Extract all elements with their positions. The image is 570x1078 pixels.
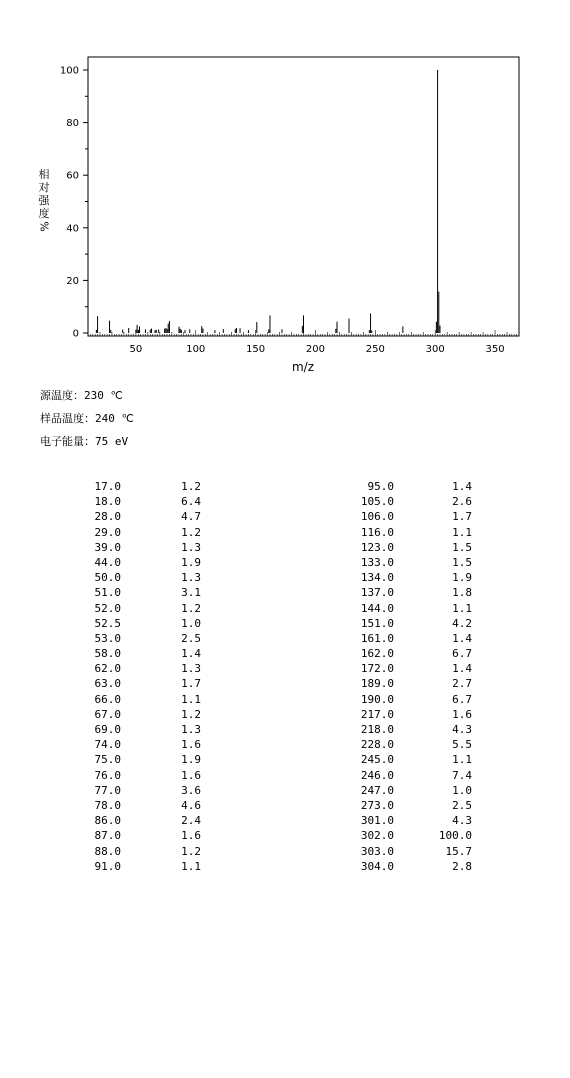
x-tick-label: 200 [305,344,326,355]
peak-mz: 172.0 [360,662,394,676]
peak-mz: 151.0 [360,616,394,630]
peak-table-row [88,722,201,737]
peak-mz: 75.0 [94,753,121,767]
peak-intensity: 4.6 [181,798,201,812]
peak-intensity: 1.2 [181,844,201,858]
instrument-conditions [40,384,134,453]
peak-table-row [88,661,201,676]
peak-table-row [88,828,201,843]
peak-intensity: 1.1 [452,525,472,539]
peak-mz: 217.0 [360,707,394,721]
peak-mz: 247.0 [360,783,394,797]
peak-mz: 50.0 [94,571,121,585]
peak-intensity: 3.1 [181,586,201,600]
peak-intensity: 1.0 [452,783,472,797]
peak-table-row [88,540,201,555]
y-axis-ticks [60,66,88,340]
peak-mz: 51.0 [94,586,121,600]
peak-table-row [345,540,472,555]
condition-value: 75 eV [95,435,129,448]
peak-table-row [345,844,472,859]
peak-intensity: 1.1 [452,753,472,767]
peak-mz: 69.0 [94,723,121,736]
peak-table-row [345,828,472,843]
x-axis-label: m/z [291,360,315,374]
peak-intensity: 7.4 [452,768,472,782]
peak-mz: 273.0 [360,798,394,812]
y-axis-label-char: 强 [38,194,50,207]
peak-intensity: 2.7 [452,677,472,691]
peak-mz: 301.0 [360,814,394,828]
peak-intensity: 2.5 [181,631,201,645]
x-tick-label: 150 [246,344,266,355]
peak-mz: 161.0 [360,631,394,645]
mass-spectrum-chart [0,0,570,380]
peak-intensity: 1.7 [181,677,201,691]
peak-table-row [345,783,472,798]
y-tick-label: 100 [59,65,79,77]
peak-intensity: 1.3 [181,540,201,554]
peak-mz: 29.0 [94,525,121,539]
peak-table-row [345,707,472,722]
peak-table-row [88,752,201,767]
peak-mz: 62.0 [94,662,121,676]
y-axis-label-unit: % [37,221,51,232]
peak-table-row [88,631,201,646]
condition-value: 230 ℃ [84,389,123,402]
y-axis-label-char: 度 [38,207,50,220]
peak-table-row [345,798,472,813]
peak-mz: 74.0 [94,738,121,752]
peak-mz: 246.0 [360,768,394,782]
peak-mz: 66.0 [94,692,121,706]
peak-mz: 218.0 [360,723,394,736]
x-axis-ticks [88,330,517,355]
peak-table-row [88,859,201,874]
spectrum-peaks [96,70,440,333]
peak-intensity: 1.2 [181,601,201,615]
peak-table-row [88,616,201,631]
peak-intensity: 1.6 [181,829,201,843]
peak-intensity: 1.6 [181,768,201,782]
peak-mz: 87.0 [94,829,121,843]
peak-mz: 303.0 [360,844,394,858]
peak-table-row [345,737,472,752]
peak-mz: 228.0 [360,738,394,752]
peak-intensity: 1.9 [181,753,201,767]
peak-table-row [88,509,201,524]
peak-intensity: 6.7 [452,647,472,661]
peak-intensity: 1.2 [181,480,201,493]
peak-table-row [88,844,201,859]
peak-intensity: 1.1 [181,859,201,873]
peak-mz: 63.0 [94,677,121,691]
peak-table-row [345,722,472,737]
peak-mz: 39.0 [94,540,121,554]
peak-table-row [345,601,472,616]
peak-table-row [88,585,201,600]
peak-table-row [345,692,472,707]
peak-table-row [88,768,201,783]
peak-table-row [88,783,201,798]
peak-mz: 137.0 [360,586,394,600]
peak-intensity: 1.9 [181,555,201,569]
peak-mz: 44.0 [94,555,121,569]
peak-table-row [345,768,472,783]
peak-mz: 302.0 [360,829,394,843]
peak-mz: 52.0 [94,601,121,615]
peak-intensity: 1.9 [452,571,472,585]
peak-intensity: 1.3 [181,662,201,676]
peak-table-right [345,479,472,874]
peak-intensity: 1.2 [181,707,201,721]
peak-mz: 78.0 [94,798,121,812]
sample-temperature [40,407,134,430]
x-tick-label: 100 [186,344,206,355]
peak-intensity: 2.4 [181,814,201,828]
peak-mz: 28.0 [94,510,121,524]
peak-mz: 52.5 [94,616,121,630]
peak-intensity: 1.5 [452,555,472,569]
peak-mz: 77.0 [94,783,121,797]
condition-label: 样品温度： [40,412,95,425]
peak-table-row [88,798,201,813]
peak-intensity: 1.4 [452,662,472,676]
peak-mz: 91.0 [94,859,121,873]
peak-table-row [88,737,201,752]
peak-table-row [88,525,201,540]
condition-label: 电子能量： [40,435,95,448]
peak-table-row [345,479,472,494]
peak-mz: 304.0 [360,859,394,873]
peak-intensity: 15.7 [445,844,472,858]
peak-mz: 189.0 [360,677,394,691]
peak-mz: 105.0 [360,495,394,509]
y-tick-label: 80 [66,118,79,130]
x-tick-label: 50 [129,344,143,355]
peak-intensity: 1.7 [452,510,472,524]
peak-table-row [88,494,201,509]
peak-table-row [88,555,201,570]
peak-mz: 67.0 [94,707,121,721]
peak-intensity: 100.0 [438,829,472,843]
peak-intensity: 1.2 [181,525,201,539]
peak-mz: 133.0 [360,555,394,569]
peak-mz: 95.0 [367,480,394,493]
x-tick-label: 250 [365,344,385,355]
peak-table-row [345,752,472,767]
y-axis-label-char: 对 [38,181,50,194]
peak-mz: 76.0 [94,768,121,782]
peak-table-row [88,692,201,707]
peak-intensity: 2.8 [452,859,472,873]
peak-intensity: 3.6 [181,783,201,797]
x-tick-label: 350 [485,344,505,355]
source-temperature [40,384,134,407]
peak-table-row [345,631,472,646]
peak-mz: 86.0 [94,814,121,828]
peak-table-row [88,813,201,828]
peak-mz: 144.0 [360,601,394,615]
peak-intensity: 1.4 [452,631,472,645]
peak-intensity: 1.1 [181,692,201,706]
peak-intensity: 2.5 [452,798,472,812]
y-tick-label: 60 [66,170,79,182]
peak-table-row [88,707,201,722]
peak-table-row [345,494,472,509]
peak-intensity: 1.0 [181,616,201,630]
peak-intensity: 6.7 [452,692,472,706]
peak-mz: 106.0 [360,510,394,524]
peak-mz: 245.0 [360,753,394,767]
peak-table-row [345,859,472,874]
peak-intensity: 1.4 [181,647,201,661]
peak-intensity: 1.4 [452,480,472,493]
peak-mz: 190.0 [360,692,394,706]
peak-intensity: 1.6 [452,707,472,721]
peak-table-row [345,585,472,600]
peak-intensity: 1.6 [181,738,201,752]
peak-table-row [345,509,472,524]
peak-table-row [345,813,472,828]
peak-table-row [88,601,201,616]
peak-intensity: 5.5 [452,738,472,752]
peak-intensity: 1.8 [452,586,472,600]
y-axis-label-char: 相 [38,168,50,181]
peak-intensity: 4.7 [181,510,201,524]
peak-intensity: 1.3 [181,723,201,736]
peak-intensity: 1.3 [181,571,201,585]
peak-intensity: 2.6 [452,495,472,509]
x-tick-label: 300 [425,344,445,355]
peak-intensity: 4.3 [452,723,472,736]
condition-value: 240 ℃ [95,412,134,425]
peak-table-row [345,646,472,661]
peak-mz: 116.0 [360,525,394,539]
peak-mz: 134.0 [360,571,394,585]
plot-frame [88,57,519,336]
peak-mz: 58.0 [94,647,121,661]
y-tick-label: 20 [66,275,79,287]
y-tick-label: 0 [72,328,79,340]
electron-energy [40,430,134,453]
peak-intensity: 4.3 [452,814,472,828]
peak-table-left [88,479,201,874]
peak-intensity: 1.5 [452,540,472,554]
peak-table-row [345,676,472,691]
peak-table-row [345,661,472,676]
peak-intensity: 6.4 [181,495,201,509]
peak-table-row [345,525,472,540]
y-tick-label: 40 [66,223,79,235]
peak-mz: 123.0 [360,540,394,554]
peak-mz: 53.0 [94,631,121,645]
peak-mz: 162.0 [360,647,394,661]
peak-table-row [345,555,472,570]
peak-table-row [88,646,201,661]
peak-table-row [88,570,201,585]
peak-intensity: 1.1 [452,601,472,615]
peak-intensity: 4.2 [452,616,472,630]
peak-mz: 88.0 [94,844,121,858]
y-axis-label [37,168,51,233]
peak-table-row [88,676,201,691]
condition-label: 源温度： [40,389,84,402]
peak-mz: 18.0 [94,495,121,509]
peak-table-row [88,479,201,494]
peak-table-row [345,570,472,585]
peak-table-row [345,616,472,631]
peak-mz: 17.0 [94,480,121,493]
